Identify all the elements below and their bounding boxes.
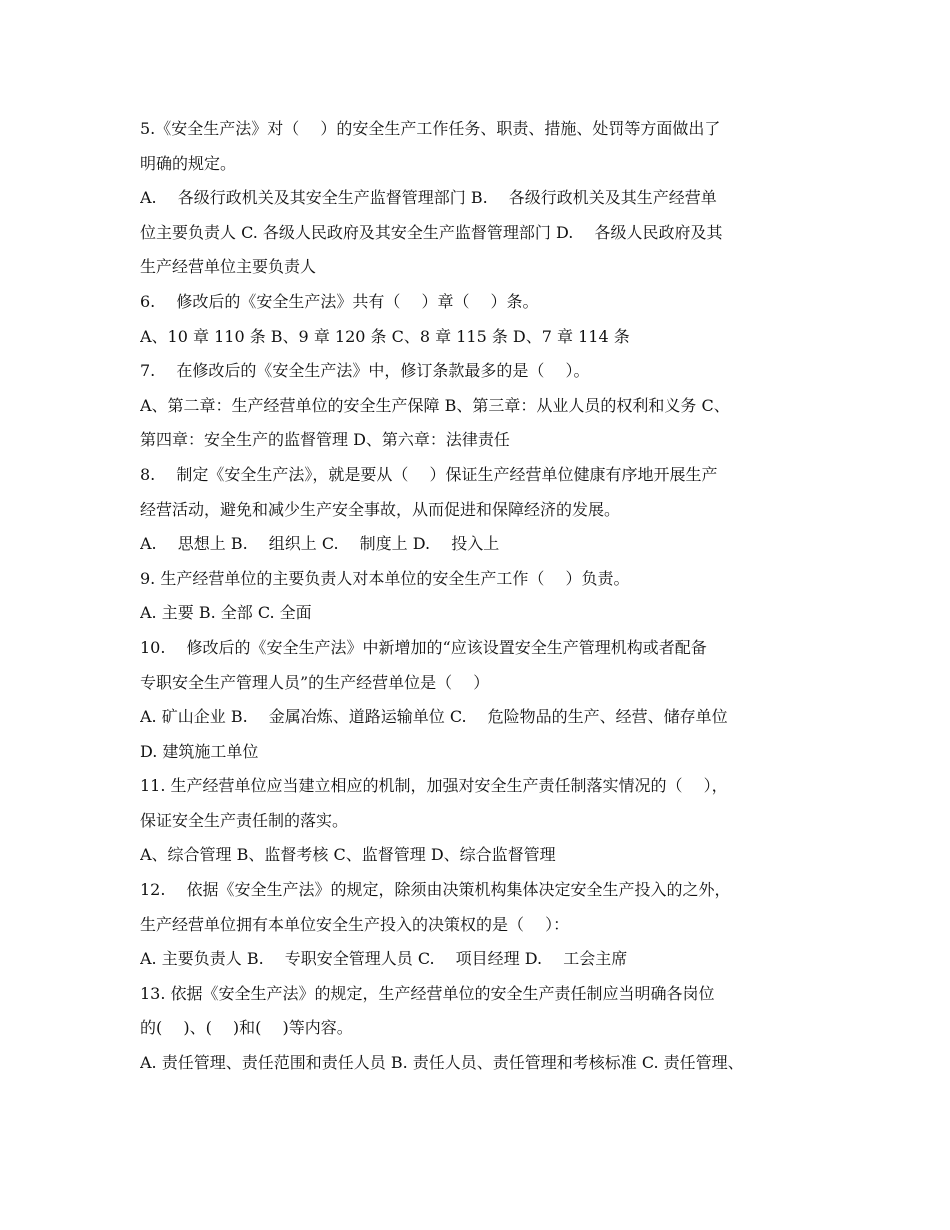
text-line: A、第二章：生产经营单位的安全生产保障 B、第三章：从业人员的权利和义务 C、 [140, 395, 730, 415]
document-body [140, 112, 830, 1081]
text-line: 专职安全生产管理人员”的生产经营单位是（ ） [140, 672, 490, 692]
text-line: 6. 修改后的《安全生产法》共有（ ）章（ ）条。 [140, 291, 539, 311]
text-line: A、10 章 110 条 B、9 章 120 条 C、8 章 115 条 D、7 章 114 条 [140, 326, 630, 346]
text-line: A. 思想上 B. 组织上 C. 制度上 D. 投入上 [140, 534, 500, 554]
text-line: A. 矿山企业 B. 金属冶炼、道路运输单位 C. 危险物品的生产、经营、储存单位 [140, 707, 728, 727]
text-line: A、综合管理 B、监督考核 C、监督管理 D、综合监督管理 [140, 845, 556, 865]
text-line: 10. 修改后的《安全生产法》中新增加的“应该设置安全生产管理机构或者配备 [140, 637, 707, 657]
text-line: A. 主要负责人 B. 专职安全管理人员 C. 项目经理 D. 工会主席 [140, 949, 628, 969]
text-line: 13. 依据《安全生产法》的规定，生产经营单位的安全生产责任制应当明确各岗位 [140, 983, 715, 1003]
text-line: 保证安全生产责任制的落实。 [140, 810, 349, 830]
text-line: 的( )、( )和( )等内容。 [140, 1018, 353, 1038]
text-line: 生产经营单位主要负责人 [140, 257, 317, 277]
text-line: 第四章：安全生产的监督管理 D、第六章：法律责任 [140, 430, 510, 450]
text-line: 5.《安全生产法》对（ ）的安全生产工作任务、职责、措施、处罚等方面做出了 [140, 119, 721, 138]
text-line: A. 各级行政机关及其安全生产监督管理部门 B. 各级行政机关及其生产经营单 [140, 188, 717, 208]
text-line: A. 责任管理、责任范围和责任人员 B. 责任人员、责任管理和考核标准 C. 责任管理、 [140, 1053, 744, 1073]
text-line: 经营活动，避免和减少生产安全事故，从而促进和保障经济的发展。 [140, 499, 621, 519]
text-line: A. 主要 B. 全部 C. 全面 [140, 603, 312, 623]
text-line: 8. 制定《安全生产法》，就是要从（ ）保证生产经营单位健康有序地开展生产 [140, 464, 718, 484]
text-line: 明确的规定。 [140, 153, 237, 173]
text-line: 12. 依据《安全生产法》的规定，除须由决策机构集体决定安全生产投入的之外， [140, 880, 731, 900]
text-line: 7. 在修改后的《安全生产法》中，修订条款最多的是（ ）。 [140, 361, 590, 381]
text-line: 11. 生产经营单位应当建立相应的机制，加强对安全生产责任制落实情况的（ ）， [140, 776, 728, 796]
text-line: 位主要负责人 C. 各级人民政府及其安全生产监督管理部门 D. 各级人民政府及其 [140, 222, 723, 242]
text-line: D. 建筑施工单位 [140, 741, 259, 761]
text-line: 9. 生产经营单位的主要负责人对本单位的安全生产工作（ ）负责。 [140, 568, 630, 588]
text-line: 生产经营单位拥有本单位安全生产投入的决策权的是（ ）： [140, 914, 570, 934]
